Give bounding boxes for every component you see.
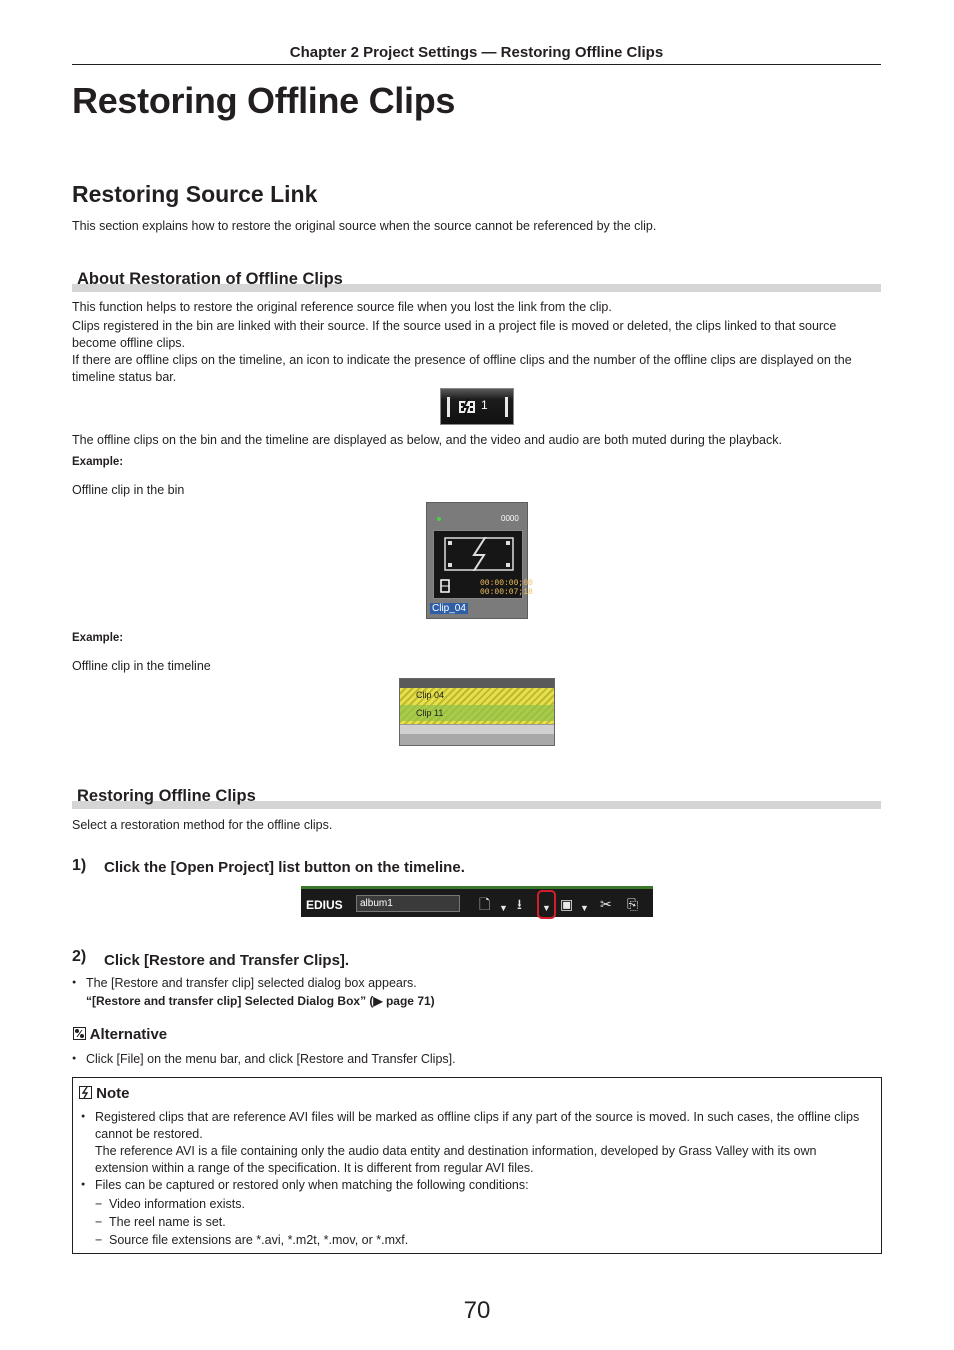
note-condition-1: Video information exists. bbox=[109, 1197, 245, 1211]
clip-name: Clip_04 bbox=[432, 603, 466, 614]
step-1-number: 1) bbox=[72, 857, 87, 874]
arrow-icon: ▶ bbox=[373, 994, 383, 1008]
restoring-intro: Select a restoration method for the offline clips. bbox=[72, 818, 333, 832]
about-heading-bar bbox=[72, 270, 881, 292]
restoring-heading: Restoring Offline Clips bbox=[77, 787, 256, 805]
note-heading-row bbox=[79, 1085, 130, 1102]
section-intro: This section explains how to restore the original source when the source cannot be referenced by the clip. bbox=[72, 219, 657, 233]
status-divider bbox=[447, 397, 450, 417]
dropdown-arrow-icon[interactable]: ▼ bbox=[499, 903, 508, 913]
example-caption-timeline: Offline clip in the timeline bbox=[72, 659, 211, 673]
status-divider bbox=[505, 397, 508, 417]
note-condition-3: Source file extensions are *.avi, *.m2t, *.mov, or *.mxf. bbox=[109, 1233, 409, 1247]
note-box bbox=[72, 1077, 882, 1254]
offline-count: 1 bbox=[481, 398, 488, 412]
page-number: 70 bbox=[463, 1297, 491, 1324]
timeline-footer bbox=[400, 734, 555, 746]
step-1-text: Click the [Open Project] list button on the timeline. bbox=[104, 859, 465, 876]
example-caption-bin: Offline clip in the bin bbox=[72, 483, 185, 497]
note-condition-2: The reel name is set. bbox=[109, 1215, 226, 1229]
status-dot bbox=[437, 517, 441, 521]
filmstrip-icon bbox=[440, 579, 450, 593]
timeline-ruler bbox=[400, 679, 555, 688]
bin-clip-figure bbox=[426, 502, 533, 619]
example-label: Example: bbox=[72, 456, 124, 468]
note-heading: Note bbox=[96, 1085, 130, 1102]
about-paragraph-3: If there are offline clips on the timeline, an icon to indicate the presence of offline clips and the number of the offline clips are displayed on the timeline status bar. bbox=[72, 353, 852, 384]
step-2-number: 2) bbox=[72, 948, 87, 965]
example-label: Example: bbox=[72, 632, 124, 644]
step-2-text: Click [Restore and Transfer Clips]. bbox=[104, 952, 350, 969]
empty-track bbox=[400, 724, 555, 734]
clip-count: 0000 bbox=[501, 514, 519, 523]
copy-icon[interactable]: ⎘ bbox=[627, 896, 639, 912]
timecode-in: 00:00:00;00 bbox=[480, 579, 533, 588]
open-project-list-button[interactable]: ▼ bbox=[542, 903, 551, 913]
note-icon bbox=[79, 1086, 92, 1099]
alternative-bullet: ● Click [File] on the menu bar, and click [Restore and Transfer Clips]. bbox=[86, 1051, 456, 1068]
project-name-field[interactable]: album1 bbox=[356, 895, 460, 912]
edius-toolbar-figure bbox=[301, 886, 653, 917]
alternative-heading-row bbox=[73, 1026, 167, 1043]
running-header: Chapter 2 Project Settings — Restoring Offline Clips bbox=[72, 44, 881, 65]
edius-logo: EDIUS bbox=[306, 898, 343, 912]
section-heading: Restoring Source Link bbox=[72, 181, 318, 207]
timeline-status-bar-figure bbox=[440, 388, 514, 425]
timeline-audio-clip: Clip 11 bbox=[416, 708, 444, 718]
dash-marker: − bbox=[95, 1215, 103, 1229]
about-paragraph-2: Clips registered in the bin are linked with their source. If the source used in a project file is moved or deleted, the clips linked to that source become offline clips. bbox=[72, 319, 837, 350]
note-bullet-2: ● Files can be captured or restored only when matching the following conditions: bbox=[95, 1177, 870, 1194]
note-bullet-1-continued: The reference AVI is a file containing only the audio data entity and destination information, developed by Grass Valley with its own extension within a range of the specification. It is different from regular AVI files. bbox=[95, 1144, 817, 1175]
offline-film-icon bbox=[444, 537, 514, 571]
alternative-heading: Alternative bbox=[89, 1026, 168, 1043]
timecode-out: 00:00:07;18 bbox=[480, 588, 533, 597]
cross-reference[interactable] bbox=[86, 993, 435, 1010]
dash-marker: − bbox=[95, 1233, 103, 1247]
restoring-heading-bar bbox=[72, 787, 881, 809]
dash-marker: − bbox=[95, 1197, 103, 1211]
about-paragraph-4: The offline clips on the bin and the timeline are displayed as below, and the video and audio are both muted during the playback. bbox=[72, 433, 782, 447]
clip-thumbnail bbox=[433, 530, 533, 599]
step-2-bullet: ● The [Restore and transfer clip] selected dialog box appears. bbox=[86, 975, 417, 992]
about-heading: About Restoration of Offline Clips bbox=[77, 270, 343, 288]
new-project-icon[interactable]: 🗋 bbox=[479, 896, 491, 912]
save-project-icon[interactable]: ▣ bbox=[560, 896, 574, 912]
open-project-icon[interactable]: ⭳ bbox=[517, 896, 522, 912]
dropdown-arrow-icon[interactable]: ▼ bbox=[580, 903, 589, 913]
note-bullet-1: ● Registered clips that are reference AVI files will be marked as offline clips if any part of the source is moved. In such cases, the offline clips cannot be restored. bbox=[95, 1109, 870, 1142]
cross-reference-text: “[Restore and transfer clip] Selected Dialog Box” ( bbox=[86, 994, 374, 1008]
offline-clip-icon bbox=[458, 398, 476, 416]
page-title: Restoring Offline Clips bbox=[72, 80, 456, 121]
alternative-icon bbox=[73, 1027, 86, 1040]
about-paragraph-1: This function helps to restore the original reference source file when you lost the link from the clip. bbox=[72, 300, 612, 314]
timeline-clip-figure bbox=[399, 678, 555, 746]
cut-icon[interactable]: ✂ bbox=[600, 896, 612, 912]
highlight-marker bbox=[537, 890, 556, 919]
timeline-video-clip: Clip 04 bbox=[416, 690, 445, 700]
cross-reference-page: page 71) bbox=[382, 994, 435, 1008]
